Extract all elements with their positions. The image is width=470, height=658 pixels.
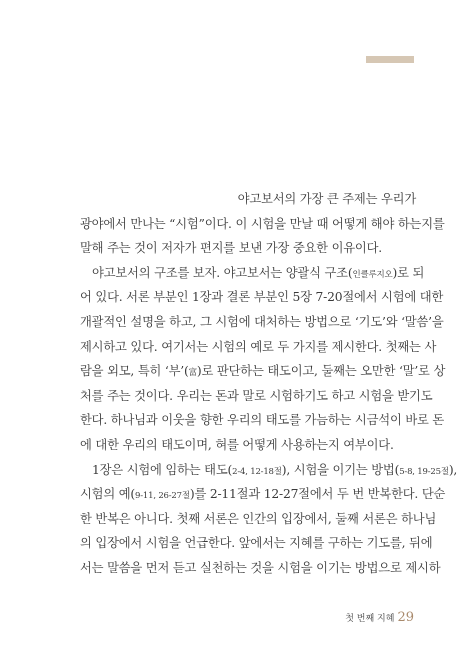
- text-line: 광야에서 만나는 “시험”이다. 이 시험을 만날 때 어떻게 해야 하는지를: [80, 216, 445, 231]
- text-segment: 시험의 예(: [80, 487, 136, 502]
- body-text: [80, 187, 458, 581]
- text-line: [80, 359, 446, 384]
- text-line: [80, 458, 458, 483]
- text-segment: )로 되: [392, 265, 425, 280]
- text-segment: ),: [448, 462, 458, 477]
- text-segment: 람을 외모, 특히 ‘부’(: [80, 364, 189, 379]
- text-line: 야고보서의 가장 큰 주제는 우리가: [237, 192, 416, 206]
- text-line: 한다. 하나님과 이웃을 향한 우리의 태도를 가늠하는 시금석이 바로 돈: [80, 413, 445, 428]
- text-segment: )로 판단하는 태도이고, 둘째는 오만한 ‘말’로 상: [196, 364, 446, 379]
- text-segment: 야고보서의 구조를 보자. 야고보서는 양괄식 구조(: [92, 265, 353, 280]
- text-line: [80, 482, 446, 507]
- text-line: 에 대한 우리의 태도이며, 혀를 어떻게 사용하는지 여부이다.: [80, 437, 394, 452]
- text-line: 한 반복은 아니다. 첫째 서론은 인간의 입장에서, 둘째 서론은 하나님: [80, 511, 437, 526]
- page-footer: [345, 610, 414, 625]
- text-segment: 1장은 시험에 임하는 태도(: [92, 462, 233, 477]
- text-line: 처를 주는 것이다. 우리는 돈과 말로 시험하기도 하고 시험을 받기도: [80, 388, 433, 403]
- text-line: 개괄적인 설명을 하고, 그 시험에 대처하는 방법으로 ‘기도’와 ‘말씀’을: [80, 314, 444, 329]
- text-line: [80, 261, 425, 286]
- text-line: 어 있다. 서론 부분인 1장과 결론 부분인 5장 7-20절에서 시험에 대한: [80, 290, 444, 305]
- running-footer-title: 첫 번째 지혜: [345, 614, 395, 624]
- inline-note: 2-4, 12-18절: [232, 466, 282, 477]
- inline-note: 9-11, 26-27절: [135, 491, 190, 502]
- text-line: 의 입장에서 시험을 언급한다. 앞에서는 지혜를 구하는 기도를, 뒤에: [80, 536, 433, 551]
- inline-note: 인클루지오: [352, 269, 393, 280]
- text-segment: ), 시험을 이기는 방법(: [281, 462, 400, 477]
- text-line: 말해 주는 것이 저자가 편지를 보낸 가장 중요한 이유이다.: [80, 241, 382, 256]
- text-line: 서는 말씀을 먼저 듣고 실천하는 것을 시험을 이기는 방법으로 제시하: [80, 560, 441, 575]
- text-line: 제시하고 있다. 여기서는 시험의 예로 두 가지를 제시한다. 첫째는 사: [80, 339, 437, 354]
- inline-note: 5-8, 19-25절: [399, 466, 449, 477]
- inline-note: 富: [188, 368, 197, 379]
- page-number: 29: [397, 610, 414, 625]
- page-tab-marker: [366, 56, 414, 63]
- text-segment: )를 2-11절과 12-27절에서 두 번 반복한다. 단순: [189, 487, 446, 502]
